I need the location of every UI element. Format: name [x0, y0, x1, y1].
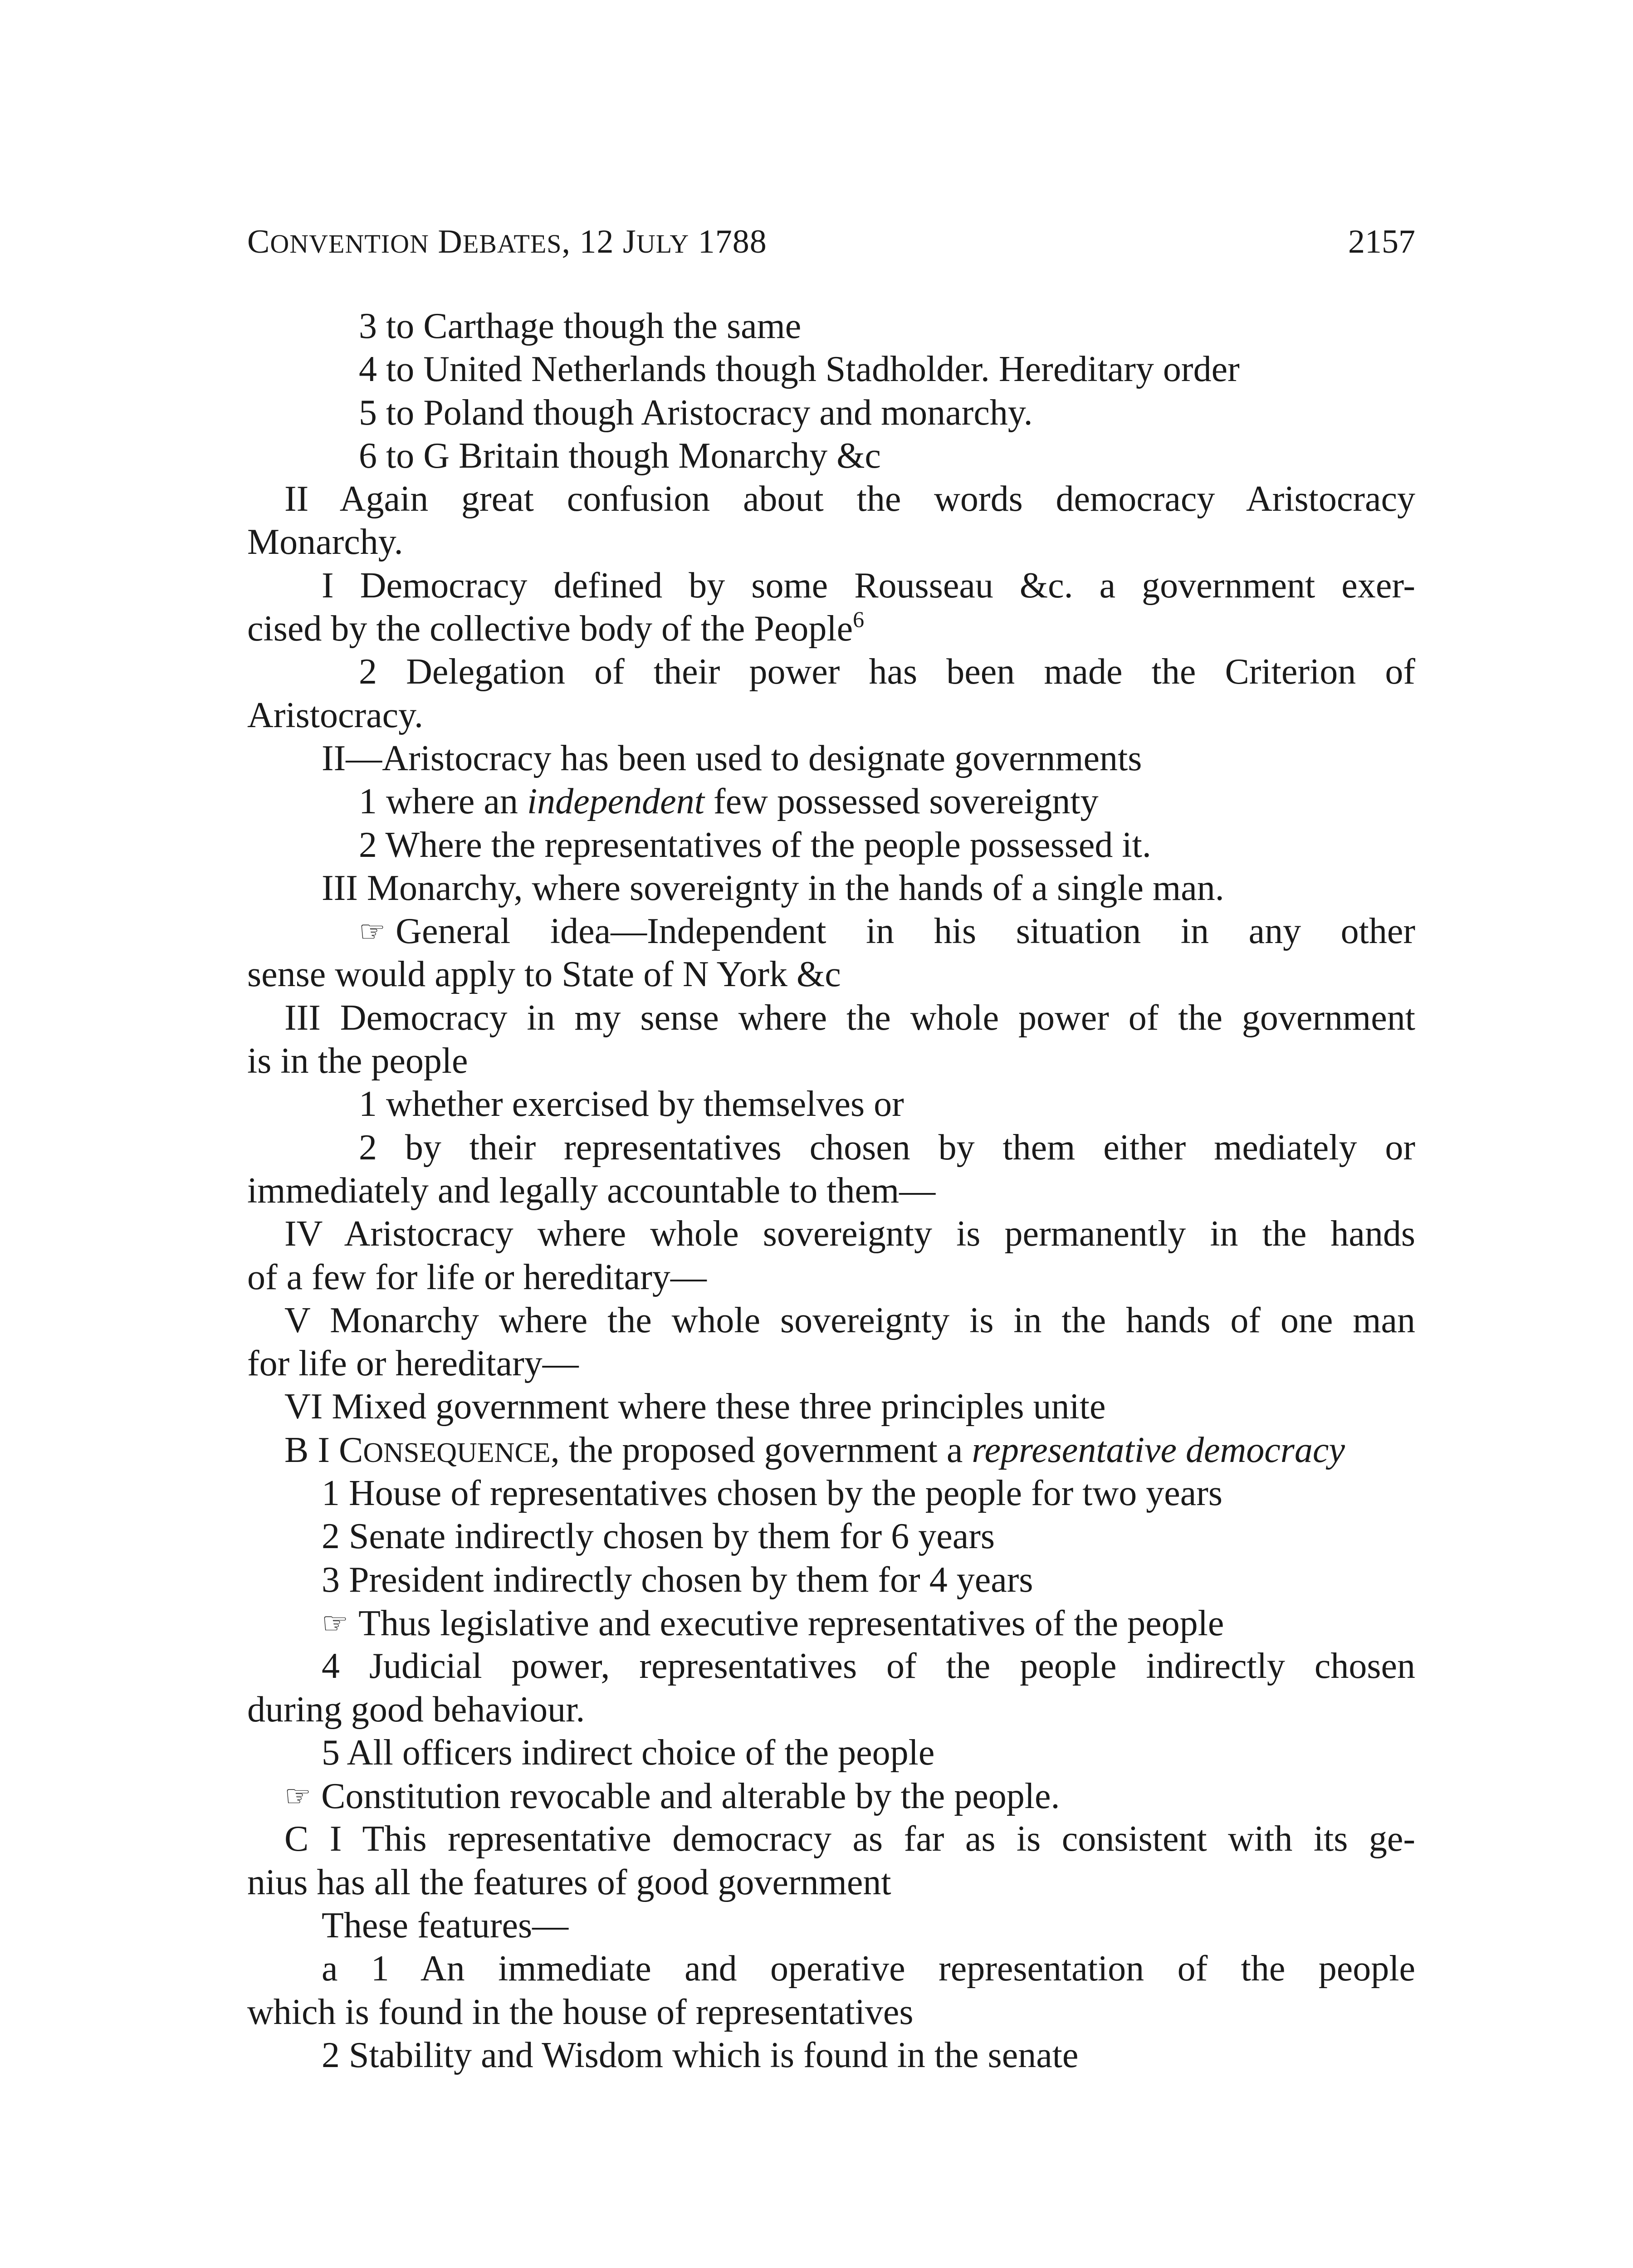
text-line: 6 to G Britain though Monarchy &c — [359, 435, 881, 476]
text-line: Aristocracy. — [247, 695, 423, 735]
running-head-part: D — [438, 223, 463, 260]
text-line: during good behaviour. — [247, 1689, 585, 1730]
text-line: II—Aristocracy has been used to designate governments — [322, 738, 1142, 778]
text-line: 5 to Poland though Aristocracy and monarchy. — [359, 392, 1033, 433]
text-line: 2 Senate indirectly chosen by them for 6 years — [322, 1516, 995, 1557]
text-line: III Monarchy, where sovereignty in the hands of a single man. — [322, 868, 1224, 908]
text-line: Monarchy. — [247, 522, 403, 562]
emphasis-text: independent — [527, 782, 704, 822]
text-line: V Monarchy where the whole sovereignty is in the hands of one man — [284, 1300, 1415, 1340]
text-segment: General idea—Independent in his situation in any other — [396, 911, 1415, 952]
text-line: VI Mixed government where these three principles unite — [284, 1387, 1106, 1427]
text-line — [247, 607, 1415, 650]
body-text — [247, 305, 1415, 2077]
text-line: 4 to United Netherlands though Stadholder. Hereditary order — [359, 349, 1240, 390]
text-segment: , the proposed government a — [550, 1430, 972, 1470]
text-line: 2 Stability and Wisdom which is found in the senate — [322, 2035, 1079, 2075]
text-line: 2 by their representatives chosen by them either mediately or — [359, 1127, 1415, 1168]
text-line — [247, 910, 1415, 953]
text-segment: 1 where an — [359, 782, 527, 822]
text-line: of a few for life or hereditary— — [247, 1257, 707, 1297]
running-head-part: ONVENTION — [270, 229, 429, 259]
footnote-marker: 6 — [853, 606, 865, 632]
running-head-part: 1788 — [689, 223, 767, 260]
text-segment: few possessed sovereignty — [704, 782, 1099, 822]
running-head-part: EBATES — [462, 229, 562, 259]
text-line: for life or hereditary— — [247, 1344, 579, 1384]
emphasis-text: representative democracy — [972, 1430, 1345, 1470]
running-head-part: C — [247, 223, 270, 260]
text-line: C I This representative democracy as far as is consistent with its ge- — [284, 1819, 1415, 1859]
text-segment: cised by the collective body of the People — [247, 609, 853, 649]
text-line: 4 Judicial power, representatives of the people indirectly chosen — [322, 1646, 1415, 1686]
pointing-hand-icon: ☞ — [359, 914, 386, 949]
running-head-part: , 12 — [562, 223, 623, 260]
text-line — [247, 1602, 1415, 1645]
text-line: 3 President indirectly chosen by them for 4 years — [322, 1559, 1033, 1600]
text-line: III Democracy in my sense where the whole power of the government — [284, 997, 1415, 1038]
text-line: is in the people — [247, 1041, 468, 1081]
text-segment: Constitution revocable and alterable by the people. — [321, 1776, 1060, 1817]
text-segment: ONSEQUENCE — [363, 1437, 551, 1468]
text-line — [247, 780, 1415, 823]
pointing-hand-icon: ☞ — [322, 1605, 349, 1641]
text-line: which is found in the house of representatives — [247, 1992, 914, 2032]
text-line: I Democracy defined by some Rousseau &c. a government exer- — [322, 565, 1415, 606]
text-line: 1 House of representatives chosen by the people for two years — [322, 1473, 1223, 1514]
page-header — [247, 221, 1415, 262]
text-line: 1 whether exercised by themselves or — [359, 1084, 904, 1124]
text-segment: B I — [284, 1430, 339, 1470]
text-segment: Thus legislative and executive representatives of the people — [358, 1603, 1224, 1643]
text-line: 5 All officers indirect choice of the people — [322, 1732, 935, 1773]
page-number: 2157 — [1348, 223, 1415, 260]
text-line — [247, 1429, 1415, 1472]
text-line: 2 Where the representatives of the people possessed it. — [359, 825, 1151, 865]
text-line: 2 Delegation of their power has been made the Criterion of — [359, 652, 1415, 692]
text-line: These features— — [322, 1905, 569, 1945]
running-head-part: ULY — [636, 229, 689, 259]
text-line: II Again great confusion about the words democracy Aristocracy — [284, 479, 1415, 519]
text-segment: C — [339, 1430, 363, 1470]
text-line: sense would apply to State of N York &c — [247, 954, 841, 995]
text-line — [247, 1774, 1415, 1818]
text-line: IV Aristocracy where whole sovereignty is permanently in the hands — [284, 1214, 1415, 1254]
pointing-hand-icon: ☞ — [284, 1779, 312, 1814]
text-line: a 1 An immediate and operative representation of the people — [322, 1949, 1415, 1989]
text-line: nius has all the features of good government — [247, 1862, 891, 1902]
running-head — [247, 221, 767, 264]
running-head-part: J — [623, 223, 636, 260]
text-line: immediately and legally accountable to them— — [247, 1170, 936, 1211]
text-line: 3 to Carthage though the same — [359, 306, 802, 346]
